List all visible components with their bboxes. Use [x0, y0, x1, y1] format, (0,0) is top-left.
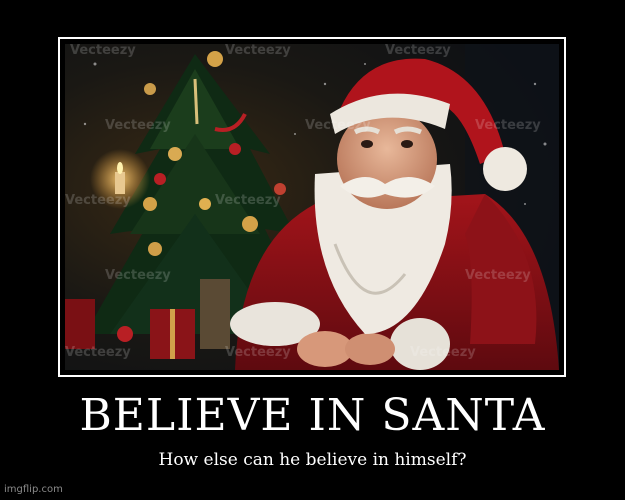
watermark-text: Vecteezy [475, 118, 541, 133]
poster-subtitle: How else can he believe in himself? [158, 450, 467, 470]
watermark-text: Vecteezy [65, 193, 131, 208]
santa-photo [65, 44, 559, 370]
watermark-text: Vecteezy [410, 345, 476, 360]
site-credit: imgflip.com [4, 484, 63, 495]
watermark-text: Vecteezy [225, 345, 291, 360]
watermark-text: Vecteezy [385, 44, 451, 58]
watermark-text: Vecteezy [70, 44, 136, 58]
watermark-text: Vecteezy [465, 268, 531, 283]
watermark-text: Vecteezy [225, 44, 291, 58]
watermark-text: Vecteezy [105, 268, 171, 283]
poster-title: BELIEVE IN SANTA [79, 390, 546, 441]
watermark-text: Vecteezy [215, 193, 281, 208]
watermark-text: Vecteezy [105, 118, 171, 133]
watermark-text: Vecteezy [65, 345, 131, 360]
watermark-text: Vecteezy [305, 118, 371, 133]
